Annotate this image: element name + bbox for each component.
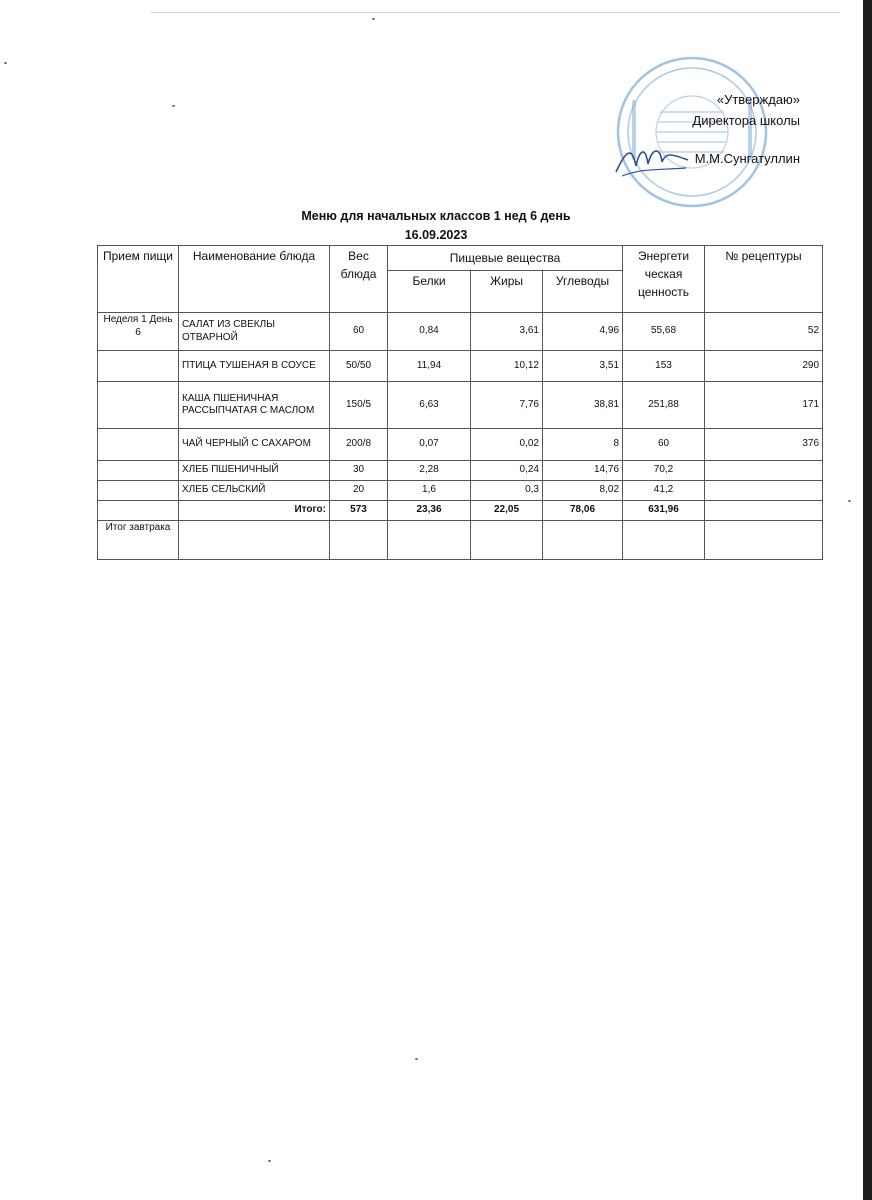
protein-value: 1,6 xyxy=(388,481,471,501)
recipe-number: 376 xyxy=(705,429,823,461)
scan-speck xyxy=(415,1058,418,1060)
menu-title: Меню для начальных классов 1 нед 6 день xyxy=(301,209,571,223)
recipe-number xyxy=(705,461,823,481)
protein-value: 0,07 xyxy=(388,429,471,461)
carbs-value: 4,96 xyxy=(543,313,623,351)
approval-block xyxy=(600,92,800,172)
scan-speck xyxy=(848,500,851,502)
meal-cell-empty xyxy=(98,429,179,461)
recipe-number xyxy=(705,481,823,501)
header-protein: Белки xyxy=(388,271,471,313)
total-row xyxy=(98,501,823,521)
empty-cell xyxy=(179,521,330,560)
director-position: Директора школы xyxy=(692,113,800,128)
table-row xyxy=(98,313,823,351)
meal-cell-empty xyxy=(98,481,179,501)
total-protein: 23,36 xyxy=(388,501,471,521)
recipe-number: 52 xyxy=(705,313,823,351)
empty-cell xyxy=(330,521,388,560)
protein-value: 2,28 xyxy=(388,461,471,481)
energy-value: 251,88 xyxy=(623,382,705,429)
total-weight: 573 xyxy=(330,501,388,521)
protein-value: 6,63 xyxy=(388,382,471,429)
table-row xyxy=(98,461,823,481)
scan-speck xyxy=(268,1160,271,1162)
empty-cell xyxy=(705,521,823,560)
director-name: М.М.Сунгатуллин xyxy=(694,151,800,166)
dish-weight: 200/8 xyxy=(330,429,388,461)
carbs-value: 38,81 xyxy=(543,382,623,429)
dish-name: САЛАТ ИЗ СВЕКЛЫ ОТВАРНОЙ xyxy=(179,313,330,351)
dish-name: ХЛЕБ СЕЛЬСКИЙ xyxy=(179,481,330,501)
scan-speck xyxy=(4,62,7,64)
meal-cell-empty xyxy=(98,501,179,521)
breakfast-total-label: Итог завтрака xyxy=(98,521,179,560)
carbs-value: 8,02 xyxy=(543,481,623,501)
dish-weight: 60 xyxy=(330,313,388,351)
table-row xyxy=(98,429,823,461)
fat-value: 0,02 xyxy=(471,429,543,461)
empty-cell xyxy=(471,521,543,560)
breakfast-total-row xyxy=(98,521,823,560)
total-label: Итого: xyxy=(179,501,330,521)
empty-cell xyxy=(623,521,705,560)
dish-name: ПТИЦА ТУШЕНАЯ В СОУСЕ xyxy=(179,351,330,382)
dish-name: КАША ПШЕНИЧНАЯ РАССЫПЧАТАЯ С МАСЛОМ xyxy=(179,382,330,429)
fat-value: 7,76 xyxy=(471,382,543,429)
energy-value: 70,2 xyxy=(623,461,705,481)
meal-cell-empty xyxy=(98,461,179,481)
meal-cell-empty xyxy=(98,382,179,429)
carbs-value: 8 xyxy=(543,429,623,461)
total-recipe-empty xyxy=(705,501,823,521)
table-row xyxy=(98,351,823,382)
header-weight: Вес блюда xyxy=(330,246,388,313)
protein-value: 0,84 xyxy=(388,313,471,351)
total-energy: 631,96 xyxy=(623,501,705,521)
page-edge xyxy=(863,0,872,1200)
empty-cell xyxy=(543,521,623,560)
dish-weight: 50/50 xyxy=(330,351,388,382)
energy-value: 55,68 xyxy=(623,313,705,351)
header-fat: Жиры xyxy=(471,271,543,313)
carbs-value: 14,76 xyxy=(543,461,623,481)
header-meal: Прием пищи xyxy=(98,246,179,313)
approve-label: «Утверждаю» xyxy=(716,92,800,107)
meal-label: Неделя 1 День 6 xyxy=(98,313,179,351)
fat-value: 3,61 xyxy=(471,313,543,351)
meal-cell-empty xyxy=(98,351,179,382)
dish-weight: 20 xyxy=(330,481,388,501)
recipe-number: 171 xyxy=(705,382,823,429)
header-recipe: № рецептуры xyxy=(705,246,823,313)
table-row xyxy=(98,481,823,501)
scan-line xyxy=(150,12,840,13)
menu-table xyxy=(97,245,823,560)
energy-value: 60 xyxy=(623,429,705,461)
table-row xyxy=(98,382,823,429)
fat-value: 0,3 xyxy=(471,481,543,501)
dish-weight: 150/5 xyxy=(330,382,388,429)
scan-speck xyxy=(372,18,375,20)
scan-speck xyxy=(172,105,175,107)
recipe-number: 290 xyxy=(705,351,823,382)
total-fat: 22,05 xyxy=(471,501,543,521)
header-dish: Наименование блюда xyxy=(179,246,330,313)
dish-name: ХЛЕБ ПШЕНИЧНЫЙ xyxy=(179,461,330,481)
energy-value: 41,2 xyxy=(623,481,705,501)
header-nutrients: Пищевые вещества xyxy=(388,246,623,271)
dish-name: ЧАЙ ЧЕРНЫЙ С САХАРОМ xyxy=(179,429,330,461)
energy-value: 153 xyxy=(623,351,705,382)
empty-cell xyxy=(388,521,471,560)
carbs-value: 3,51 xyxy=(543,351,623,382)
fat-value: 10,12 xyxy=(471,351,543,382)
menu-date: 16.09.2023 xyxy=(404,228,468,242)
dish-weight: 30 xyxy=(330,461,388,481)
protein-value: 11,94 xyxy=(388,351,471,382)
fat-value: 0,24 xyxy=(471,461,543,481)
header-energy: Энергети ческая ценность xyxy=(623,246,705,313)
total-carbs: 78,06 xyxy=(543,501,623,521)
header-carbs: Углеводы xyxy=(543,271,623,313)
